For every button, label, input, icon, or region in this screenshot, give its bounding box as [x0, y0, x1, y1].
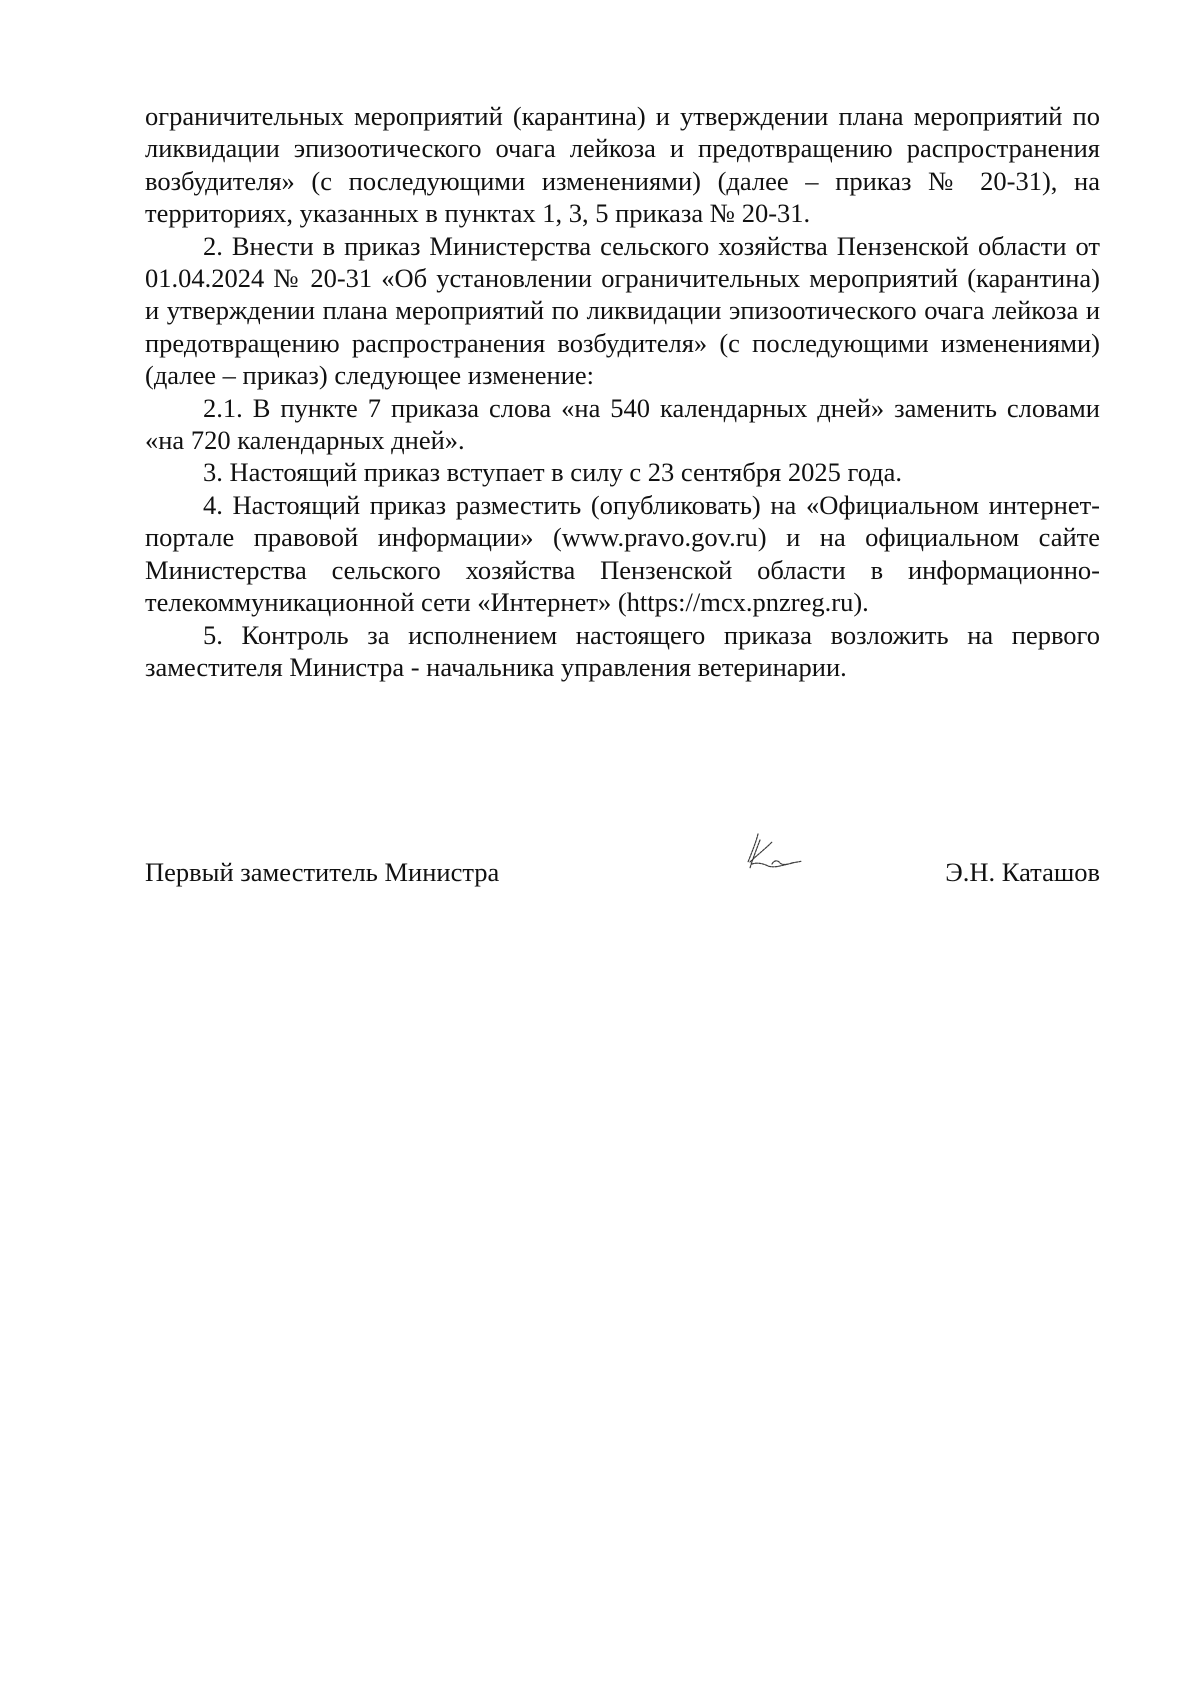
signatory-position: Первый заместитель Министра [145, 857, 500, 887]
paragraph-item-2: 2. Внести в приказ Министерства сельского хозяйства Пензенской области от 01.04.2024 № 20-31 «Об установлении ограничительных мероприятий (карантина) и утверждении плана мероприятий по ликвидации эпизоотического очага лейкоза и предотвращению распространения возбудителя» (с последующими изменениями) (далее – приказ) следующее изменение: [145, 230, 1100, 391]
paragraph-item-4: 4. Настоящий приказ разместить (опубликовать) на «Официальном интернет-портале правовой информации» (www.pravo.gov.ru) и на официальном сайте Министерства сельского хозяйства Пензенской области в информационно-телекоммуникационной сети «Интернет» (https://mcx.pnzreg.ru). [145, 489, 1100, 618]
paragraph-item-5: 5. Контроль за исполнением настоящего приказа возложить на первого заместителя Министра - начальника управления ветеринарии. [145, 619, 1100, 682]
document-body [145, 100, 1100, 683]
signatory-name: Э.Н. Каташов [945, 857, 1100, 887]
paragraph-item-2-1: 2.1. В пункте 7 приказа слова «на 540 календарных дней» заменить словами «на 720 календарных дней». [145, 392, 1100, 456]
paragraph-continuation: ограничительных мероприятий (карантина) и утверждении плана мероприятий по ликвидации эпизоотического очага лейкоза и предотвращению распространения возбудителя» (с последующими изменениями) (далее – приказ № 20-31), на территориях, указанных в пунктах 1, 3, 5 приказа № 20-31. [145, 101, 1100, 229]
handwritten-signature [738, 828, 804, 876]
paragraph-item-3: 3. Настоящий приказ вступает в силу с 23 сентября 2025 года. [203, 457, 903, 488]
